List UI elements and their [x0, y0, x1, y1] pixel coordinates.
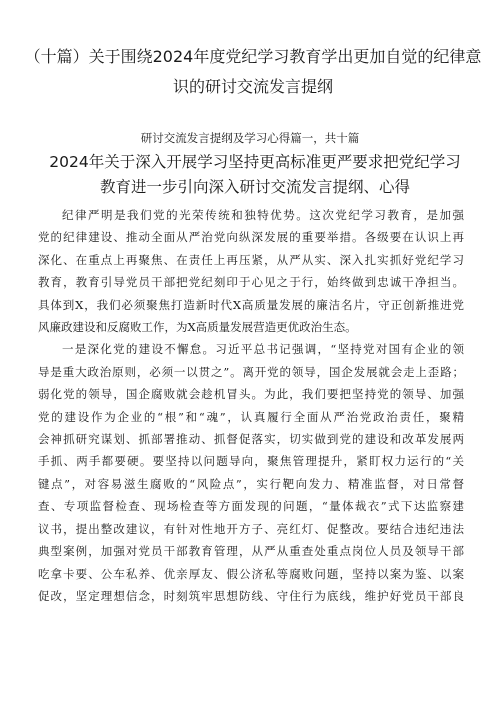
text-line: 教育，教育引导党员干部把党纪刻印于心见之于行，始终做到忠诚干净担当。	[38, 275, 464, 290]
document-title-line-2: 识的研讨交流发言提纲	[172, 77, 333, 96]
text-line: 弱化党的领导，国企腐败就会趁机冒头。为此，我们要把坚持党的领导、加强	[38, 387, 464, 402]
section-subtitle: 研讨交流发言提纲及学习心得篇一，共十篇	[140, 131, 360, 145]
text-line: 纪律严明是我们党的光荣传统和独特优势。这次党纪学习教育，是加强	[62, 208, 464, 222]
text-line: 键点”，对容易滋生腐败的“风险点”，实行靶向发力、精准监督，对日常督	[38, 476, 464, 491]
text-line: 深化、在重点上再聚焦、在责任上再压紧，从严从实、深入扎实抓好党纪学习	[38, 252, 464, 267]
text-line: 风廉政建设和反腐败工作，为X高质量发展营造更优政治生态。	[38, 320, 357, 335]
text-line: 会神抓研究谋划、抓部署推动、抓督促落实，切实做到党的建设和改革发展两	[38, 432, 464, 447]
text-line: 促改，坚定理想信念，时刻筑牢思想防线、守住行为底线，维护好党员干部良	[38, 588, 464, 603]
text-line: 典型案例，加强对党员干部教育管理，从严从重查处重点岗位人员及领导干部	[38, 544, 464, 559]
article-heading-line-2: 教育进一步引向深入研讨交流发言提纲、心得	[99, 178, 410, 196]
paragraph-intro	[38, 204, 464, 338]
text-line: 吃拿卡要、公车私养、优亲厚友、假公济私等腐败问题，坚持以案为鉴、以案	[38, 566, 464, 581]
text-line: 党的纪律建设、推动全面从严治党向纵深发展的重要举措。各级要在认识上再	[38, 230, 464, 245]
text-line: 具体到X，我们必须聚焦打造新时代X高质量发展的廉洁名片，守正创新推进党	[38, 297, 464, 312]
article-heading	[40, 150, 470, 200]
article-heading-line-1: 2024年关于深入开展学习坚持更高标准更严要求把党纪学习	[49, 153, 461, 171]
text-line: 手抓、两手都要硬。要坚持以问题导向，聚焦管理提升，紧盯权力运行的“关	[38, 454, 464, 469]
text-line: 导是重大政治原则，必须一以贯之”。离开党的领导，国企发展就会走上歪路；	[38, 364, 464, 379]
paragraph-point-one	[38, 338, 464, 607]
text-line: 党的建设作为企业的“根”和“魂”，认真履行全面从严治党政治责任，聚精	[38, 409, 464, 424]
text-line: 议书，提出整改建议，有针对性地开方子、亮红灯、促整改。要结合违纪违法	[38, 521, 464, 536]
document-title-line-1: （十篇）关于围绕2024年度党纪学习教育学出更加自觉的纪律意	[24, 47, 482, 66]
document-title	[22, 42, 484, 102]
text-line: 查、专项监督检查、现场检查等方面发现的问题，“量体裁衣”式下达监察建	[38, 499, 464, 514]
article-body	[38, 204, 464, 607]
text-line: 一是深化党的建设不懈怠。习近平总书记强调，“坚持党对国有企业的领	[62, 342, 464, 357]
